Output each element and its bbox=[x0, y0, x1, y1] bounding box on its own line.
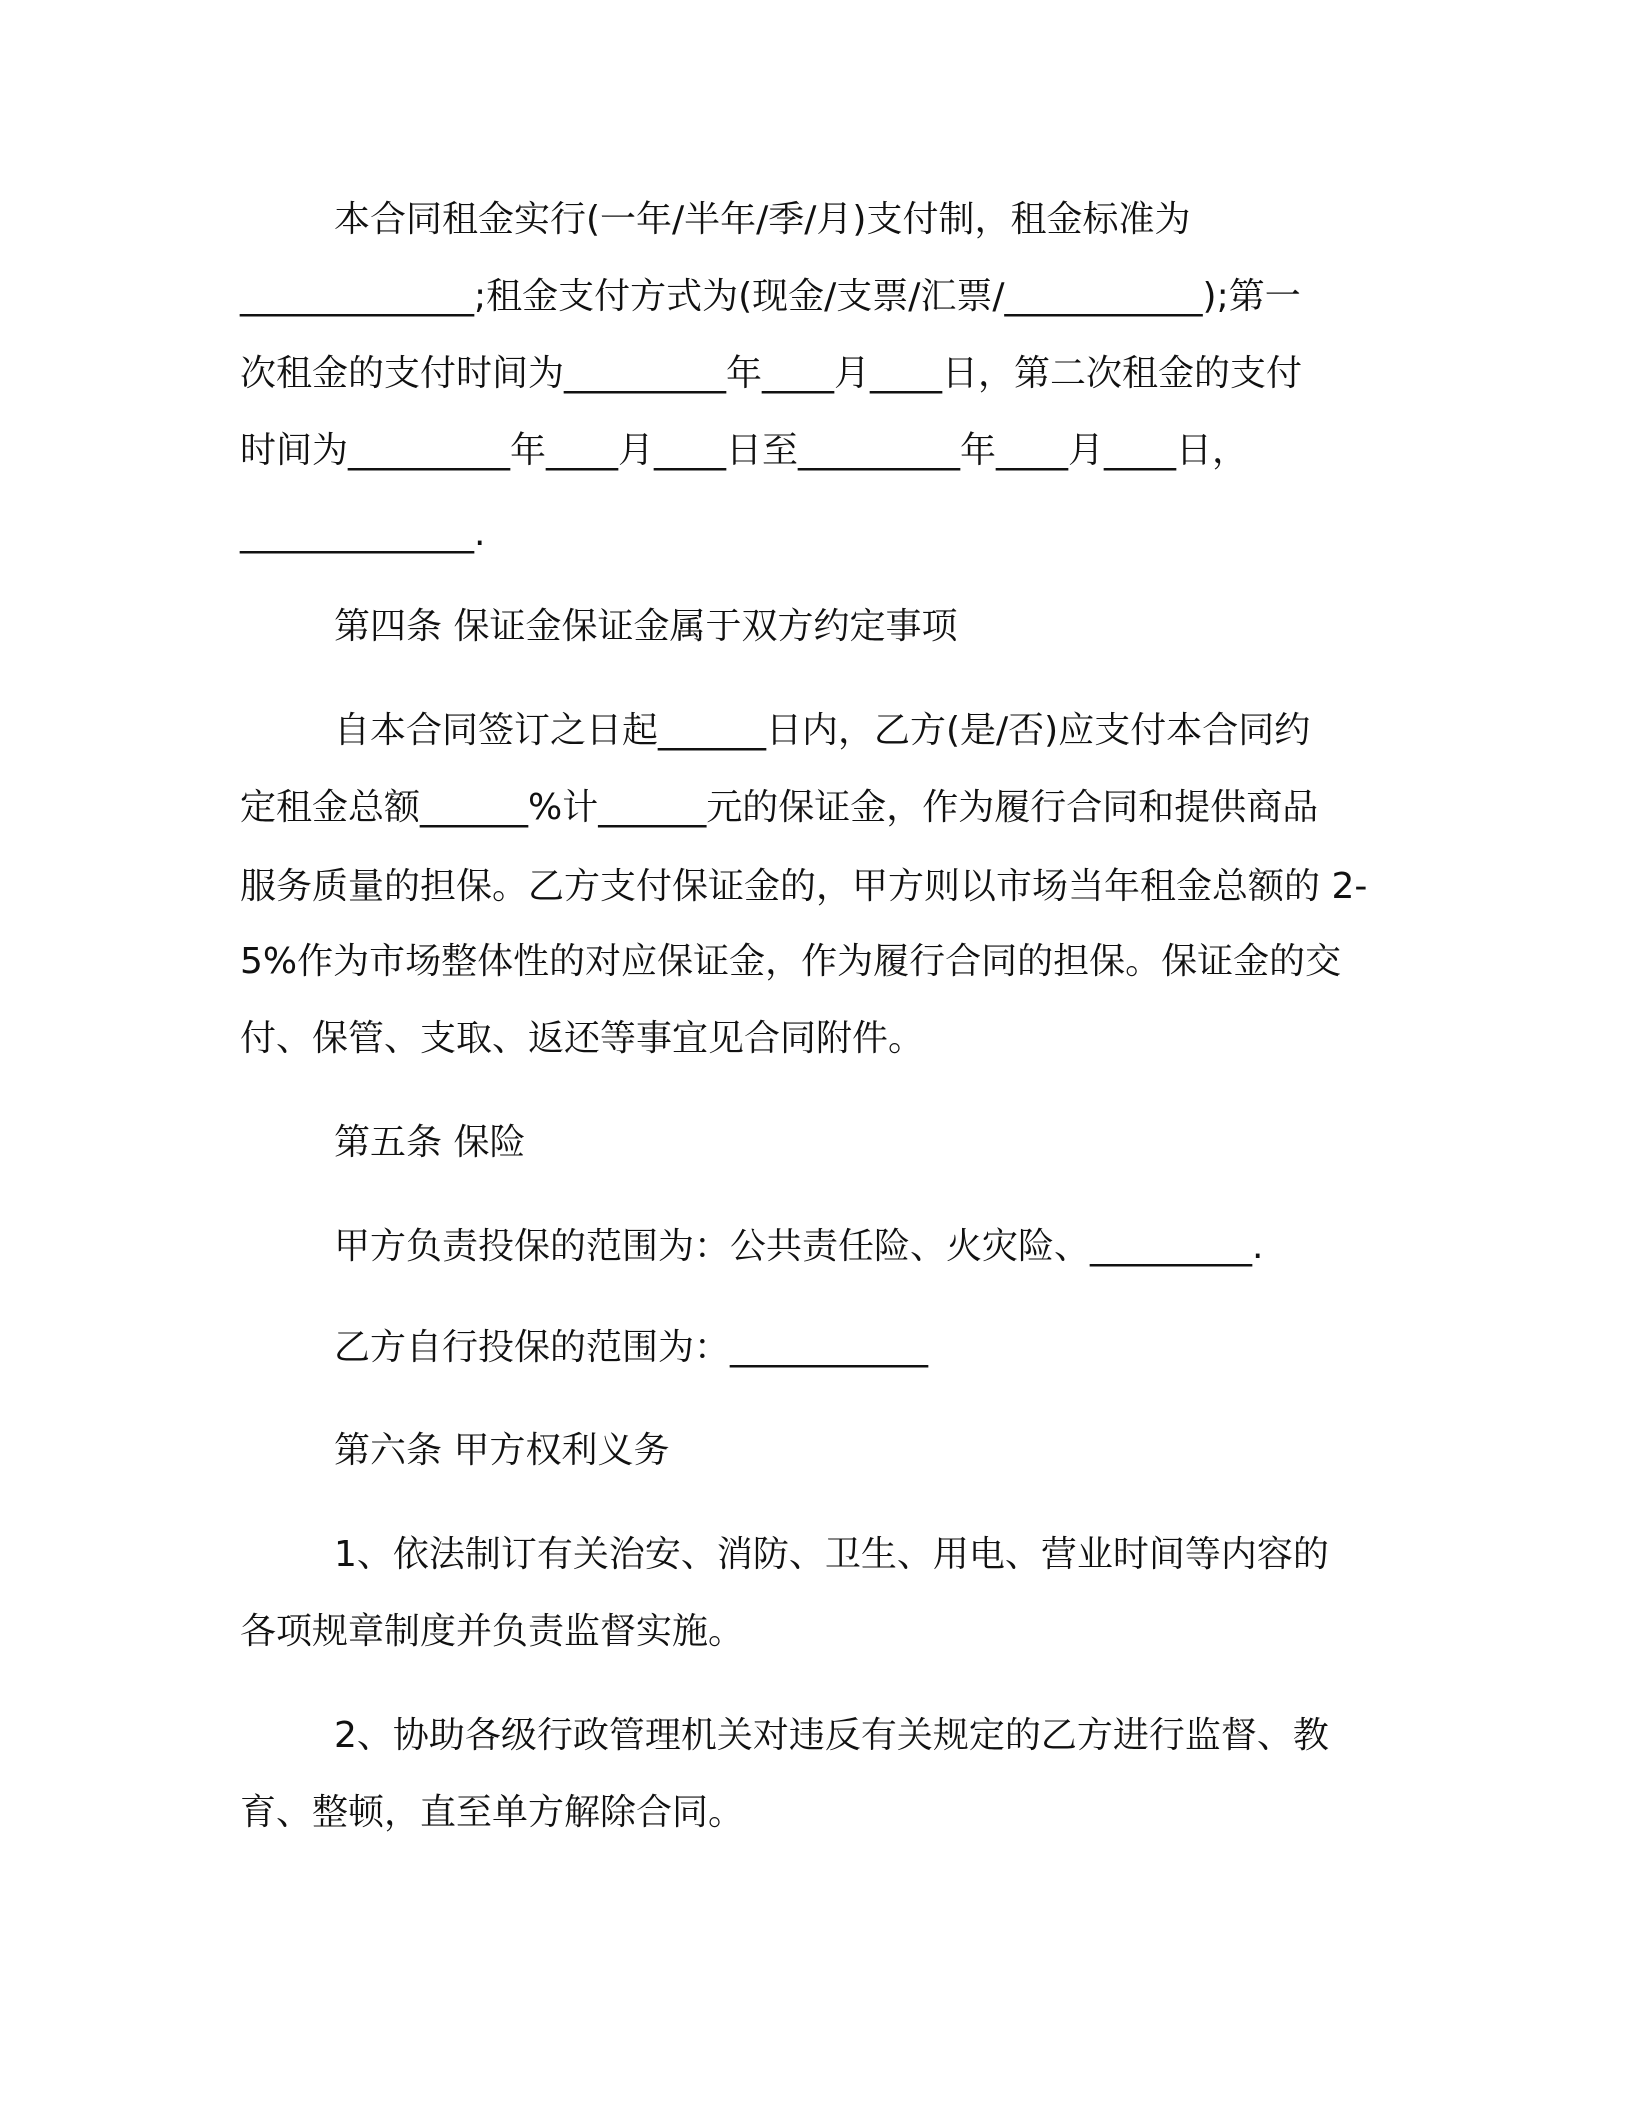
paragraph-line: 乙方自行投保的范围为：___________ bbox=[334, 1327, 929, 1368]
section-heading: 第六条 甲方权利义务 bbox=[334, 1430, 670, 1471]
paragraph-line: 各项规章制度并负责监督实施。 bbox=[240, 1611, 745, 1652]
paragraph-line: 本合同租金实行(一年/半年/季/月)支付制，租金标准为 bbox=[334, 199, 1191, 240]
paragraph-line: 次租金的支付时间为_________年____月____日，第二次租金的支付 bbox=[240, 353, 1303, 394]
paragraph-line: 育、整顿，直至单方解除合同。 bbox=[240, 1792, 745, 1833]
paragraph-line: 时间为_________年____月____日至_________年____月____日， bbox=[240, 430, 1249, 471]
paragraph-line: 2、协助各级行政管理机关对违反有关规定的乙方进行监督、教 bbox=[334, 1715, 1329, 1756]
section-heading: 第五条 保险 bbox=[334, 1122, 526, 1163]
paragraph-line: _____________;租金支付方式为(现金/支票/汇票/___________);第一 bbox=[240, 276, 1301, 317]
paragraph-line: 1、依法制订有关治安、消防、卫生、用电、营业时间等内容的 bbox=[334, 1534, 1329, 1575]
section-heading: 第四条 保证金保证金属于双方约定事项 bbox=[334, 606, 958, 647]
paragraph-line: 甲方负责投保的范围为：公共责任险、火灾险、_________. bbox=[334, 1226, 1264, 1267]
paragraph-line: 服务质量的担保。乙方支付保证金的，甲方则以市场当年租金总额的 2- bbox=[240, 866, 1368, 907]
paragraph-line: 5%作为市场整体性的对应保证金，作为履行合同的担保。保证金的交 bbox=[240, 941, 1342, 982]
paragraph-line: 付、保管、支取、返还等事宜见合同附件。 bbox=[240, 1018, 925, 1059]
paragraph-line: 定租金总额______%计______元的保证金，作为履行合同和提供商品 bbox=[240, 787, 1319, 828]
paragraph-line: _____________. bbox=[240, 513, 486, 554]
paragraph-line: 自本合同签订之日起______日内，乙方(是/否)应支付本合同约 bbox=[334, 710, 1311, 751]
